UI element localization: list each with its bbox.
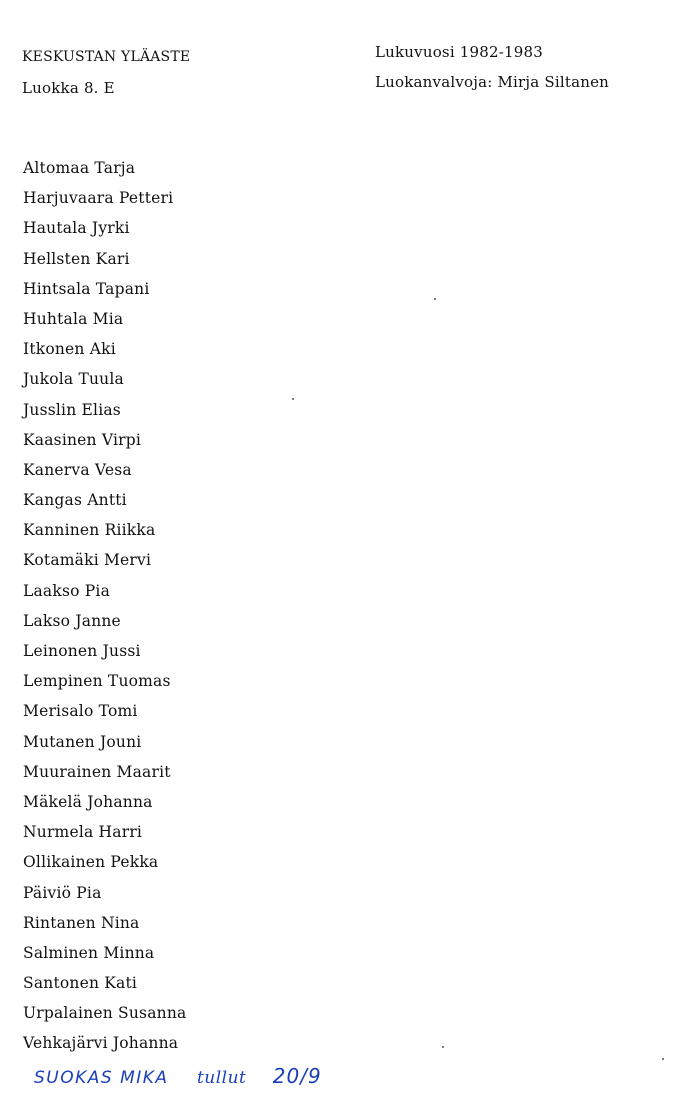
- paper-speck: [434, 298, 436, 300]
- student-name: Kanninen Riikka: [23, 521, 156, 540]
- student-name: Päiviö Pia: [23, 883, 102, 902]
- paper-speck: [292, 398, 294, 400]
- student-name: Kangas Antti: [23, 491, 127, 510]
- class-teacher: Luokanvalvoja: Mirja Siltanen: [375, 73, 610, 91]
- student-name: Jusslin Elias: [23, 400, 121, 419]
- student-name: Itkonen Aki: [23, 340, 116, 359]
- student-name: Altomaa Tarja: [23, 159, 136, 177]
- student-name: Hintsala Tapani: [23, 279, 150, 298]
- student-name: Salminen Minna: [23, 943, 155, 962]
- class-label: Luokka 8. E: [22, 79, 115, 97]
- student-name: Vehkajärvi Johanna: [23, 1034, 179, 1053]
- student-name: Muurainen Maarit: [23, 762, 171, 781]
- student-name: Kaasinen Virpi: [23, 430, 142, 449]
- student-name: Mutanen Jouni: [23, 732, 142, 751]
- paper-speck: [442, 1046, 444, 1048]
- student-name: Ollikainen Pekka: [23, 853, 159, 872]
- student-name: Lempinen Tuomas: [23, 672, 171, 691]
- student-name: Hautala Jyrki: [23, 219, 130, 238]
- student-name: Kotamäki Mervi: [23, 551, 152, 570]
- student-name: Huhtala Mia: [23, 309, 124, 328]
- student-name: Harjuvaara Petteri: [23, 189, 174, 208]
- handwritten-student-name: SUOKAS MIKA: [34, 1068, 169, 1088]
- student-name: Rintanen Nina: [23, 913, 140, 932]
- student-name: Jukola Tuula: [23, 370, 124, 389]
- paper-speck: [662, 1058, 664, 1060]
- school-name: KESKUSTAN YLÄASTE: [22, 49, 191, 65]
- student-name: Hellsten Kari: [23, 249, 130, 268]
- student-name: Nurmela Harri: [23, 823, 143, 842]
- student-name: Leinonen Jussi: [23, 642, 141, 660]
- handwritten-date: 20/9: [272, 1064, 322, 1088]
- student-name: Merisalo Tomi: [23, 702, 138, 721]
- handwritten-note: tullut: [196, 1068, 247, 1088]
- handwritten-addition: [34, 1064, 322, 1088]
- student-name: Laakso Pia: [23, 581, 111, 600]
- student-name: Lakso Janne: [23, 611, 121, 630]
- student-name: Urpalainen Susanna: [23, 1004, 187, 1023]
- student-name: Mäkelä Johanna: [23, 792, 153, 811]
- student-list: [23, 158, 186, 1064]
- school-year: Lukuvuosi 1982-1983: [375, 43, 544, 61]
- student-name: Kanerva Vesa: [23, 460, 132, 479]
- student-name: Santonen Kati: [23, 974, 138, 993]
